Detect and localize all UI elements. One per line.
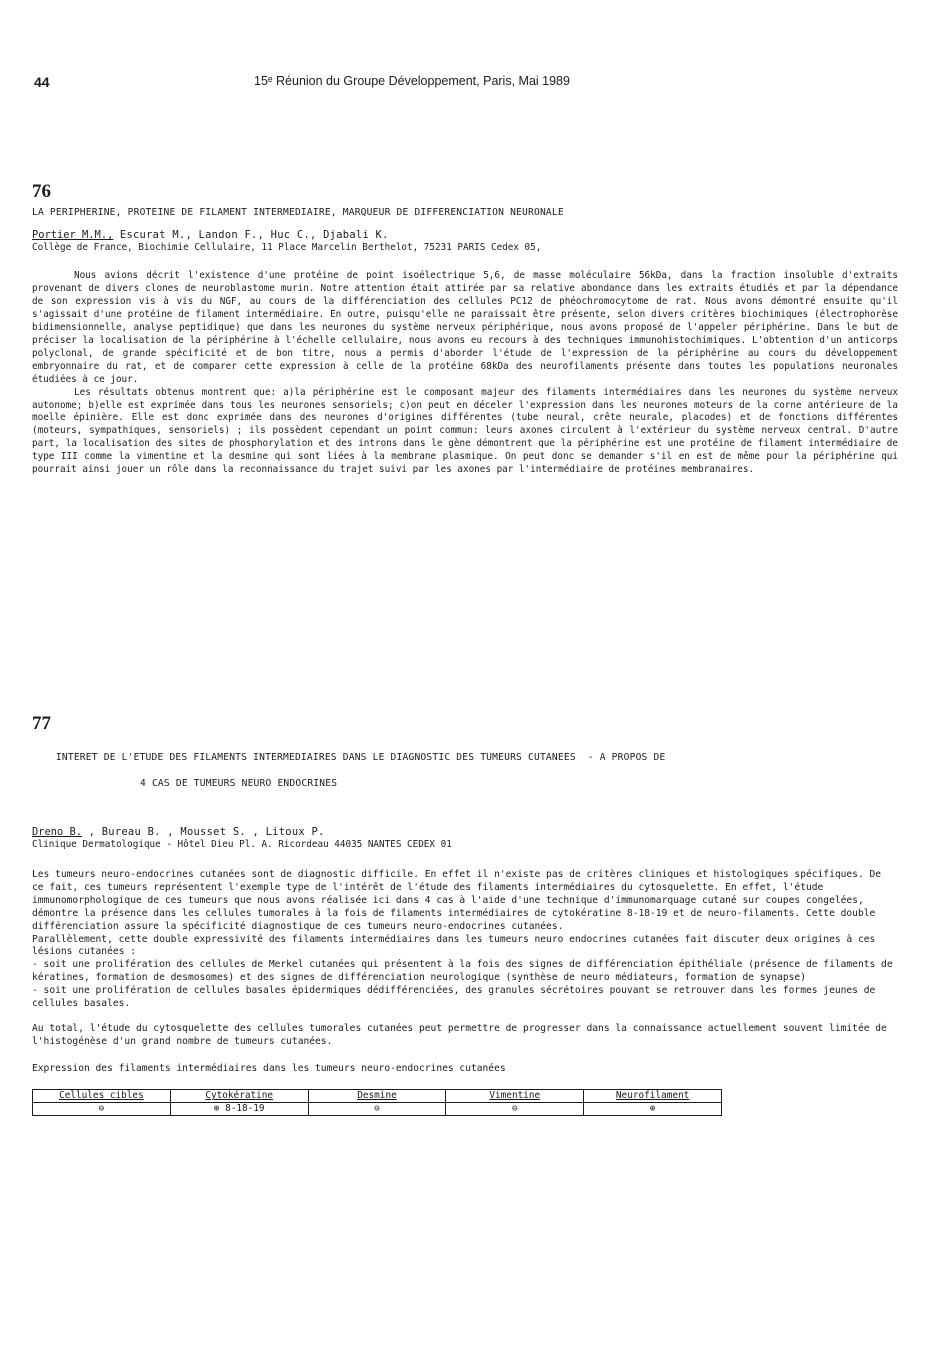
abstract-76 <box>32 182 898 477</box>
table-cell: ⊖ <box>446 1102 584 1115</box>
table-cell: ⊕ <box>584 1102 722 1115</box>
body-paragraph: Au total, l'étude du cytosquelette des cellules tumorales cutanées peut permettre de progresser dans la connaissance actuellement souvent limitée de l'histogénèse d'un grand nombre de tumeurs cutanées. <box>32 1022 887 1047</box>
page-number: 44 <box>34 74 50 90</box>
expression-table <box>32 1089 722 1116</box>
column-header: Desmine <box>308 1089 446 1102</box>
abstract-title <box>32 738 898 816</box>
abstract-number: 76 <box>32 181 51 202</box>
column-header: Cellules cibles <box>33 1089 171 1102</box>
running-title: 15ᵉ Réunion du Groupe Développement, Paris, Mai 1989 <box>254 74 570 88</box>
column-header: Vimentine <box>446 1089 584 1102</box>
co-authors: , Bureau B. , Mousset S. , Litoux P. <box>82 826 325 838</box>
abstract-body <box>32 270 898 477</box>
table-caption: Expression des filaments intermédiaires dans les tumeurs neuro-endocrines cutanées <box>32 1062 506 1074</box>
body-paragraph: Nous avions décrit l'existence d'une protéine de point isoélectrique 5,6, de masse moléculaire 56kDa, dans la fraction insoluble d'extraits provenant de divers clones de neuroblastome murin. Notre attention était attirée par sa relative abondance dans les extraits étudiés et par la dépendance de son expression vis à vis du NGF, au cours de la différenciation des cellules PC12 de phéochromocytome de rat. Nous avons démontré ensuite qu'il s'agissait d'une protéine de filament intermédiaire. En outre, puisqu'elle ne paraissait être présente, selon divers critères biochimiques (électrophorèse bidimensionnelle, analyse peptidique) que dans les neurones du système nerveux périphérique, nous avons proposé de l'appeler périphérine. Dans le but de préciser la localisation de la périphérine à l'échelle cellulaire, nous avons eu recours à des techniques immunohistochimiques. L'obtention d'un anticorps polyclonal, de grande spécificité et de bon titre, nous a permis d'aborder l'étude de l'expression de la périphérine au cours du développement embryonnaire du rat, et de comparer cette expression à celle de la protéine 68kDa des neurofilaments présente dans toutes les populations neuronales étudiées à ce jour. <box>32 270 898 385</box>
page-header <box>34 74 894 94</box>
body-paragraph: Parallèlement, cette double expressivité des filaments intermédiaires dans les tumeurs neuro endocrines cutanées fait discuter deux origines à ces lésions cutanées : <box>32 933 876 958</box>
abstract-77 <box>32 714 898 1116</box>
co-authors: Escurat M., Landon F., Huc C., Djabali K. <box>113 229 389 241</box>
body-paragraph: Les résultats obtenus montrent que: a)la périphérine est le composant majeur des filaments intermédiaires dans les neurones du système nerveux autonome; b)elle est exprimée dans tous les neurones sensoriels; c)on peut en déceler l'expression dans les neurones moteurs de la corne antérieure de la moelle épinière. Elle est donc exprimée dans des neurones d'origines différentes (tube neural, crête neurale, placodes) et de fonctions différentes (moteurs, sympathiques, sensoriels) ; ils possèdent cependant un point commun: leurs axones circulent à l'extérieur du système nerveux central. D'autre part, la localisation des sites de phosphorylation et des introns dans le gène démontrent que la périphérine est une protéine de filament intermédiaire de type III comme la vimentine et la desmine qui sont liées à la membrane plasmique. On peut donc se demander s'il en est de même pour la périphérine qui pourrait ainsi jouer un rôle dans la reconnaissance du trajet suivi par les axones par l'intermédiaire de protéines membranaires. <box>32 386 898 476</box>
body-paragraph: Les tumeurs neuro-endocrines cutanées sont de diagnostic difficile. En effet il n'existe pas de critères cliniques et histologiques spécifiques. De ce fait, ces tumeurs représentent l'exemple type de l'intérêt de l'étude des filaments intermédiaires du cytosquelette. En effet, l'étude immunomorphologique de ces tumeurs que nous avons réalisée ici dans 4 cas à l'aide d'une technique d'immunomarquage cutané sur coupes congelées, démontre la présence dans les cellules tumorales à la fois de filaments intermédiaires de cytokératine 8-18-19 et de neuro-filaments. Cette double différenciation assure la spécificité diagnostique de ces tumeurs neuro-endocrines cutanées. <box>32 869 882 932</box>
abstract-title-line: INTERET DE L'ETUDE DES FILAMENTS INTERMEDIAIRES DANS LE DIAGNOSTIC DES TUMEURS CUTANEES - A PROPOS DE <box>55 752 666 763</box>
table-row <box>33 1102 722 1115</box>
column-header: Neurofilament <box>584 1089 722 1102</box>
abstract-title-line: 4 CAS DE TUMEURS NEURO ENDOCRINES <box>140 778 338 789</box>
abstract-body <box>32 869 898 1049</box>
table-cell: ⊖ <box>308 1102 446 1115</box>
presenting-author: Dreno B. <box>32 826 83 838</box>
body-paragraph: - soit une prolifération des cellules de Merkel cutanées qui présentent à la fois des signes de différenciation épithéliale (présence de filaments de kératines, formation de desmosomes) et des signes de différenciation neurologique (synthèse de neuro médiateurs, formation de synapse) <box>32 959 893 984</box>
table-cell: ⊖ <box>33 1102 171 1115</box>
body-paragraph: - soit une prolifération de cellules basales épidermiques dédifférenciées, des granules sécrétoires pouvant se retrouver dans les formes jeunes de cellules basales. <box>32 985 876 1010</box>
table-cell: ⊕ 8-18-19 <box>170 1102 308 1115</box>
table-header-row <box>33 1089 722 1102</box>
affiliation: Collège de France, Biochimie Cellulaire, 11 Place Marcelin Berthelot, 75231 PARIS Cedex 05, <box>32 242 542 253</box>
author-list <box>32 826 898 839</box>
author-list <box>32 229 898 242</box>
abstract-number: 77 <box>32 713 51 734</box>
presenting-author: Portier M.M., <box>32 229 114 241</box>
affiliation: Clinique Dermatologique - Hôtel Dieu Pl. A. Ricordeau 44035 NANTES CEDEX 01 <box>32 839 452 850</box>
abstract-title: LA PERIPHERINE, PROTEINE DE FILAMENT INTERMEDIAIRE, MARQUEUR DE DIFFERENCIATION NEURONALE <box>32 207 564 218</box>
column-header: Cytokératine <box>170 1089 308 1102</box>
